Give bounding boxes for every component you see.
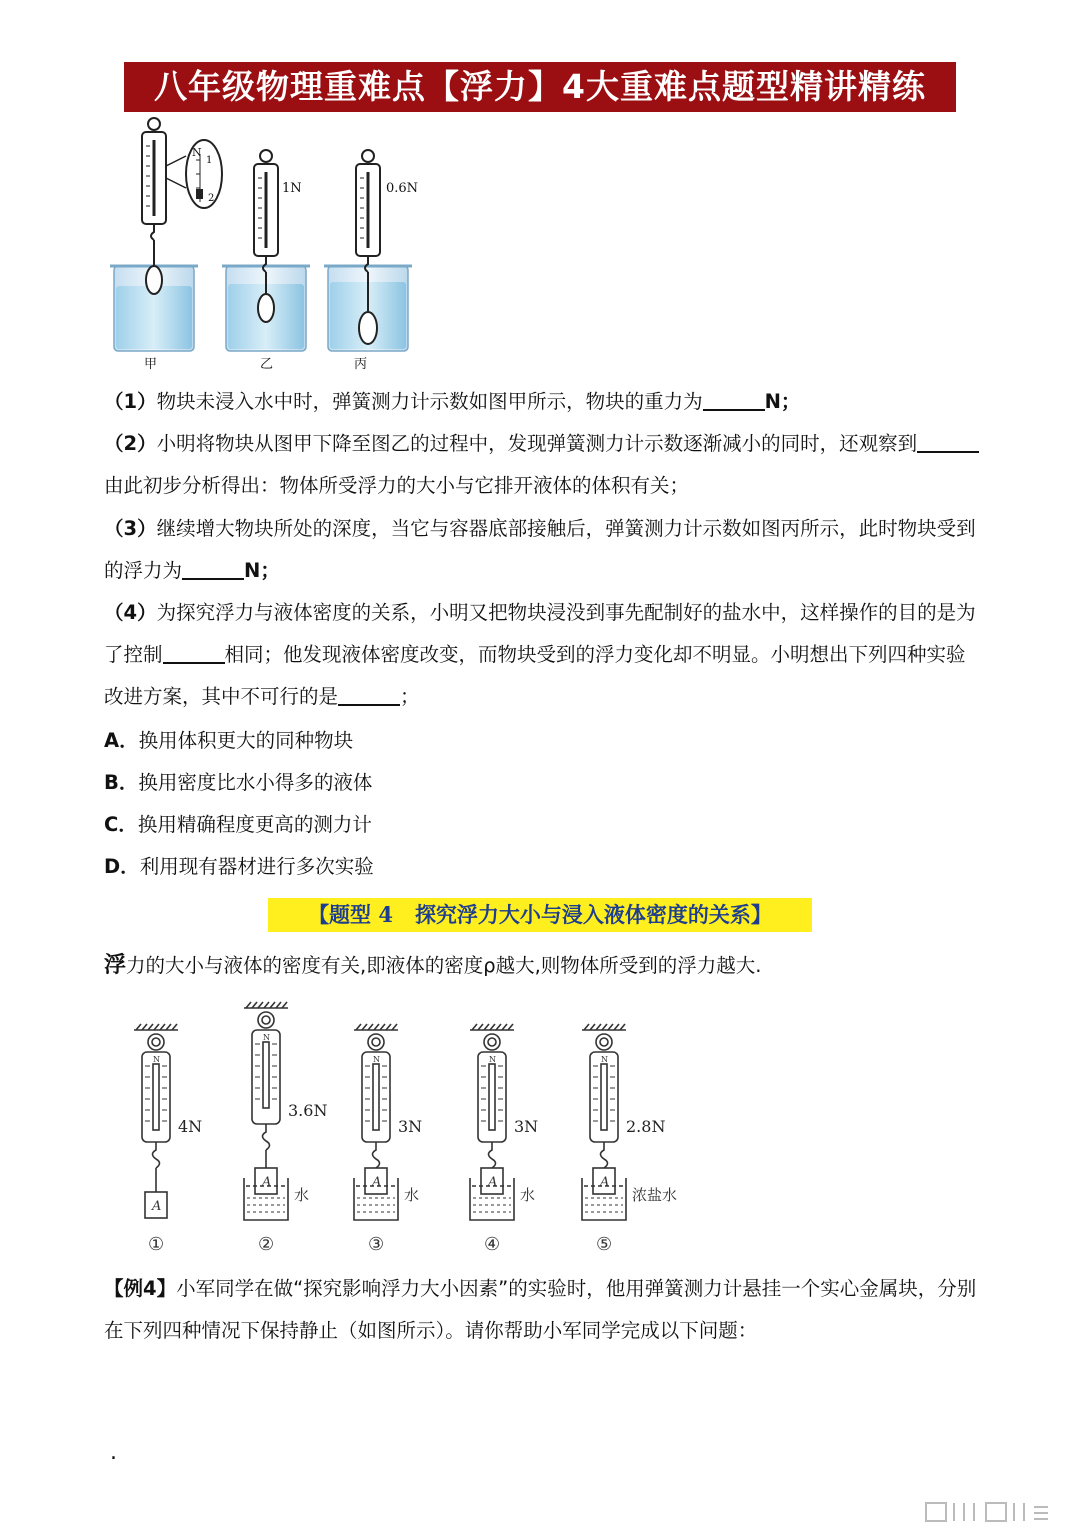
liquid-label: 水 xyxy=(404,1186,420,1204)
section-heading: 【题型 4 探究浮力大小与浸入液体密度的关系】 xyxy=(268,898,812,932)
block-label: A xyxy=(372,1175,382,1190)
setup-number: ② xyxy=(258,1234,275,1255)
scale-reading: 3N xyxy=(514,1117,539,1136)
reading-bing: 0.6N xyxy=(386,181,419,196)
example-4: 【例4】小军同学在做“探究影响浮力大小因素”的实验时，他用弹簧测力计悬挂一个实心金属块，分别在下列四种情况下保持静止（如图所示）。请你帮助小军同学完成以下问题： xyxy=(104,1277,977,1342)
figure-five-setups xyxy=(120,1000,700,1258)
block-label: A xyxy=(488,1175,498,1190)
scale-reading: 3N xyxy=(398,1117,423,1136)
scale-unit-label: N xyxy=(489,1055,496,1064)
setup-number: ③ xyxy=(368,1234,385,1255)
answer-blank-4b[interactable] xyxy=(338,684,400,706)
setup-3 xyxy=(354,1024,422,1255)
lead-paragraph: 浮力的大小与液体的密度有关,即液体的密度ρ越大,则物体所受到的浮力越大. xyxy=(104,953,762,978)
question-4: （4）为探究浮力与液体密度的关系，小明又把物块浸没到事先配制好的盐水中，这样操作的目的是为了控制 相同；他发现液体密度改变，而物块受到的浮力变化却不明显。小明想出下列四种实验改进方案，其中不可行的是 ； xyxy=(104,601,976,708)
inset-tick-2: 2 xyxy=(208,193,215,204)
reading-yi: 1N xyxy=(282,181,302,196)
answer-blank-1[interactable] xyxy=(703,389,765,411)
setup-number: ④ xyxy=(484,1234,501,1255)
label-yi: 乙 xyxy=(260,357,274,372)
figure-spring-scale-beakers xyxy=(104,116,434,374)
inset-tick-1: 1 xyxy=(206,155,213,166)
scale-reading: 3.6N xyxy=(288,1101,328,1120)
scale-unit-label: N xyxy=(373,1055,380,1064)
inset-unit: N xyxy=(192,146,202,159)
liquid-label: 水 xyxy=(294,1186,310,1204)
scale-reading: 4N xyxy=(178,1117,203,1136)
page-title: 八年级物理重难点【浮力】4大重难点题型精讲精练 xyxy=(124,62,956,112)
setup-number: ⑤ xyxy=(596,1234,613,1255)
scale-unit-label: N xyxy=(153,1055,160,1064)
option-c[interactable]: C．换用精确程度更高的测力计 xyxy=(104,813,372,836)
setup-5 xyxy=(582,1024,677,1255)
label-bing: 丙 xyxy=(354,357,368,372)
answer-blank-2[interactable] xyxy=(917,431,979,453)
answer-blank-4a[interactable] xyxy=(163,642,225,664)
setup-number: ① xyxy=(148,1234,165,1255)
answer-blank-3[interactable] xyxy=(182,558,244,580)
question-2: （2）小明将物块从图甲下降至图乙的过程中，发现弹簧测力计示数逐渐减小的同时，还观察到由此初步分析得出：物体所受浮力的大小与它排开液体的体积有关； xyxy=(104,423,984,507)
block-label: A xyxy=(600,1175,610,1190)
scale-unit-label: N xyxy=(263,1033,270,1042)
option-b[interactable]: B．换用密度比水小得多的液体 xyxy=(104,771,373,794)
question-1: （1）物块未浸入水中时，弹簧测力计示数如图甲所示，物块的重力为 N； xyxy=(104,390,801,413)
label-jia: 甲 xyxy=(144,357,158,372)
liquid-label: 浓盐水 xyxy=(632,1186,678,1204)
footer-dot: . xyxy=(110,1440,117,1465)
block-label: A xyxy=(152,1199,162,1214)
block-label: A xyxy=(262,1175,272,1190)
liquid-label: 水 xyxy=(520,1186,536,1204)
scale-reading: 2.8N xyxy=(626,1117,666,1136)
setup-2 xyxy=(244,1002,327,1255)
corner-icons xyxy=(922,1497,1052,1529)
option-d[interactable]: D．利用现有器材进行多次实验 xyxy=(104,855,374,878)
menu-icon xyxy=(926,1503,1048,1521)
scale-unit-label: N xyxy=(601,1055,608,1064)
setup-1 xyxy=(134,1024,202,1255)
question-3: （3）继续增大物块所处的深度，当它与容器底部接触后，弹簧测力计示数如图丙所示，此时物块受到的浮力为 N； xyxy=(104,517,976,582)
setup-4 xyxy=(470,1024,538,1255)
option-a[interactable]: A．换用体积更大的同种物块 xyxy=(104,729,354,752)
